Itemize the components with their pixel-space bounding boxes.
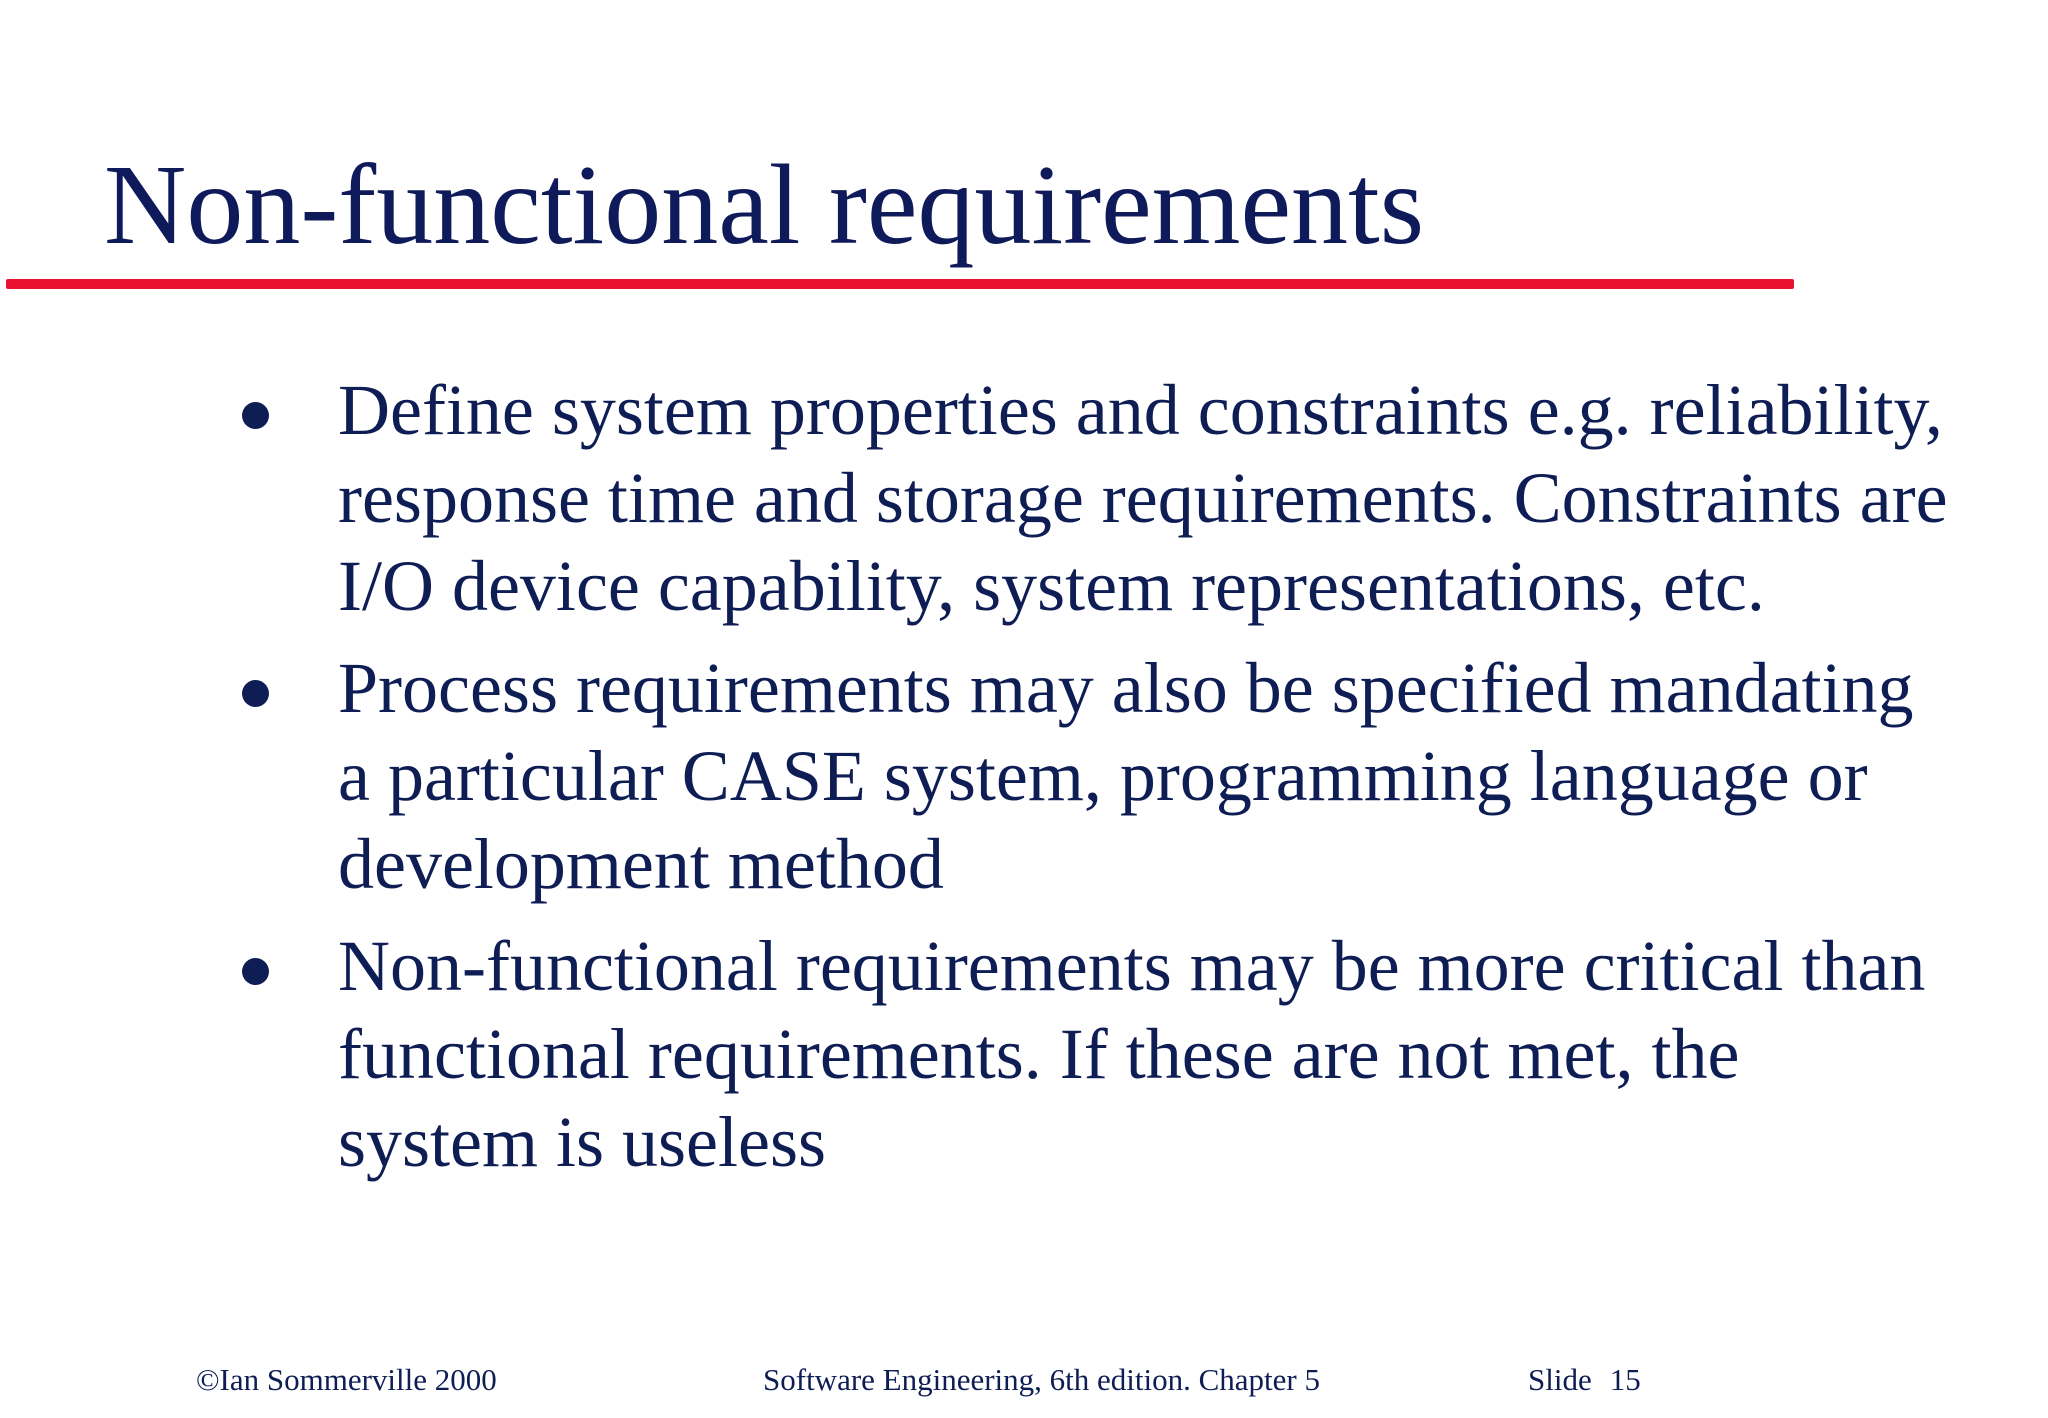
slide-title: Non-functional requirements — [104, 141, 1425, 268]
slide-label: Slide — [1528, 1362, 1592, 1397]
bullet-item — [0, 644, 1978, 908]
bullet-text-line: Process requirements may also be specified mandating — [338, 648, 1914, 728]
bullet-dot-icon — [242, 958, 269, 985]
bullet-dot-icon — [242, 680, 269, 707]
bullet-text-line: development method — [338, 824, 944, 904]
footer-slide-number — [1528, 1363, 1641, 1397]
footer-copyright: ©Ian Sommerville 2000 — [196, 1362, 497, 1397]
slide-number: 15 — [1609, 1362, 1641, 1397]
bullet-item — [0, 922, 1978, 1186]
bullet-item — [0, 366, 1978, 630]
footer-book-title: Software Engineering, 6th edition. Chapter 5 — [763, 1362, 1321, 1397]
bullet-text-line: Define system properties and constraints e.g. reliability, — [338, 370, 1943, 450]
bullet-text-line: functional requirements. If these are not met, the — [338, 1014, 1740, 1094]
bullet-text-line: Non-functional requirements may be more critical than — [338, 926, 1926, 1006]
bullet-text-line: I/O device capability, system representations, etc. — [338, 546, 1765, 626]
title-underline — [6, 279, 1794, 289]
bullet-list — [0, 366, 2048, 1200]
bullet-text-line: a particular CASE system, programming language or — [338, 736, 1868, 816]
bullet-text-line: response time and storage requirements. Constraints are — [338, 458, 1948, 538]
bullet-dot-icon — [242, 402, 269, 429]
bullet-text-line: system is useless — [338, 1102, 827, 1182]
